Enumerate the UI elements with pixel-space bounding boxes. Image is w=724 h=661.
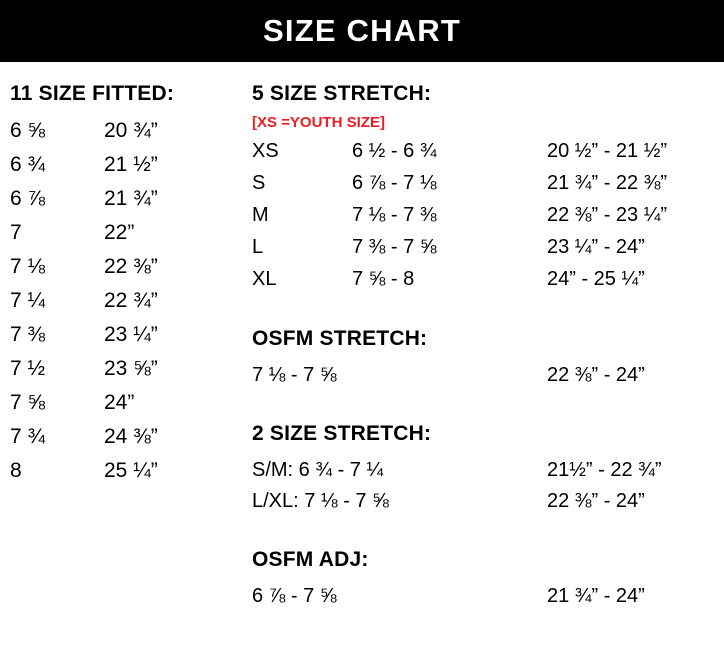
table-row [10, 290, 240, 311]
spacer [252, 301, 716, 327]
table-row [10, 120, 240, 141]
table-row [10, 222, 240, 243]
fitted-hat-size: 6 ¾ [10, 153, 46, 176]
header-bar [0, 0, 724, 62]
stretch2-circumference: 21½” - 22 ¾” [547, 459, 662, 481]
fitted-circumference: 25 ¼” [104, 459, 158, 482]
fitted-circumference: 22 ⅜” [104, 255, 158, 278]
stretch2-circumference: 22 ⅜” - 24” [547, 490, 645, 512]
table-row [10, 154, 240, 175]
table-row [10, 426, 240, 447]
table-row [252, 205, 716, 225]
table-row [252, 141, 716, 161]
page-title: SIZE CHART [263, 13, 461, 48]
fitted-hat-size: 6 ⅝ [10, 119, 46, 142]
fitted-hat-size: 8 [10, 459, 22, 482]
table-row [10, 358, 240, 379]
fitted-circumference: 22 ¾” [104, 289, 158, 312]
fitted-circumference: 20 ¾” [104, 119, 158, 142]
spacer [252, 396, 716, 422]
osfm-stretch-circumference: 22 ⅜” - 24” [547, 364, 645, 386]
stretch2-section-title: 2 SIZE STRETCH: [252, 422, 432, 445]
table-row [252, 173, 716, 193]
fitted-hat-size: 7 ⅛ [10, 255, 46, 278]
table-row [252, 460, 716, 480]
fitted-hat-size: 7 ⅜ [10, 323, 46, 346]
youth-size-note: [XS =YOUTH SIZE] [252, 114, 385, 131]
stretch2-label: S/M: 6 ¾ - 7 ¼ [252, 459, 384, 481]
osfm-adj-circumference: 21 ¾” - 24” [547, 585, 645, 607]
fitted-circumference: 23 ⅝” [104, 357, 158, 380]
fitted-hat-size: 7 ¾ [10, 425, 46, 448]
osfm-adj-section-title: OSFM ADJ: [252, 548, 369, 571]
table-row [252, 586, 716, 606]
table-row [252, 237, 716, 257]
fitted-hat-size: 7 ¼ [10, 289, 46, 312]
stretch-column [240, 62, 724, 617]
fitted-circumference: 24 ⅜” [104, 425, 158, 448]
stretch5-hat-size: 6 ½ - 6 ¾ [352, 140, 437, 162]
stretch5-size: S [252, 172, 266, 194]
table-row [252, 491, 716, 511]
stretch5-hat-size: 7 ⅛ - 7 ⅜ [352, 204, 437, 226]
table-row [10, 256, 240, 277]
table-row [252, 365, 716, 385]
fitted-hat-size: 7 ⅝ [10, 391, 46, 414]
stretch5-circumference: 23 ¼” - 24” [547, 236, 645, 258]
fitted-hat-size: 6 ⅞ [10, 187, 46, 210]
fitted-hat-size: 7 [10, 221, 22, 244]
table-row [10, 188, 240, 209]
osfm-stretch-section-title: OSFM STRETCH: [252, 327, 428, 350]
stretch5-circumference: 20 ½” - 21 ½” [547, 140, 668, 162]
table-row [252, 269, 716, 289]
stretch2-label: L/XL: 7 ⅛ - 7 ⅝ [252, 490, 389, 512]
chart-content [0, 62, 724, 617]
spacer [252, 522, 716, 548]
fitted-circumference: 24” [104, 391, 135, 414]
stretch5-size: L [252, 236, 264, 258]
fitted-circumference: 23 ¼” [104, 323, 158, 346]
stretch5-size: XS [252, 140, 279, 162]
stretch5-hat-size: 7 ⅜ - 7 ⅝ [352, 236, 437, 258]
fitted-column [0, 62, 240, 617]
stretch5-hat-size: 7 ⅝ - 8 [352, 268, 415, 290]
stretch5-size: XL [252, 268, 277, 290]
table-row [10, 460, 240, 481]
table-row [10, 324, 240, 345]
stretch5-section-title: 5 SIZE STRETCH: [252, 82, 432, 105]
osfm-stretch-hat-size: 7 ⅛ - 7 ⅝ [252, 364, 337, 386]
fitted-circumference: 22” [104, 221, 135, 244]
stretch5-circumference: 24” - 25 ¼” [547, 268, 645, 290]
osfm-adj-hat-size: 6 ⅞ - 7 ⅝ [252, 585, 337, 607]
fitted-circumference: 21 ¾” [104, 187, 158, 210]
fitted-section-title: 11 SIZE FITTED: [10, 82, 175, 105]
stretch5-circumference: 21 ¾” - 22 ⅜” [547, 172, 668, 194]
stretch5-hat-size: 6 ⅞ - 7 ⅛ [352, 172, 437, 194]
stretch5-circumference: 22 ⅜” - 23 ¼” [547, 204, 668, 226]
fitted-circumference: 21 ½” [104, 153, 158, 176]
fitted-hat-size: 7 ½ [10, 357, 46, 380]
stretch5-size: M [252, 204, 269, 226]
table-row [10, 392, 240, 413]
